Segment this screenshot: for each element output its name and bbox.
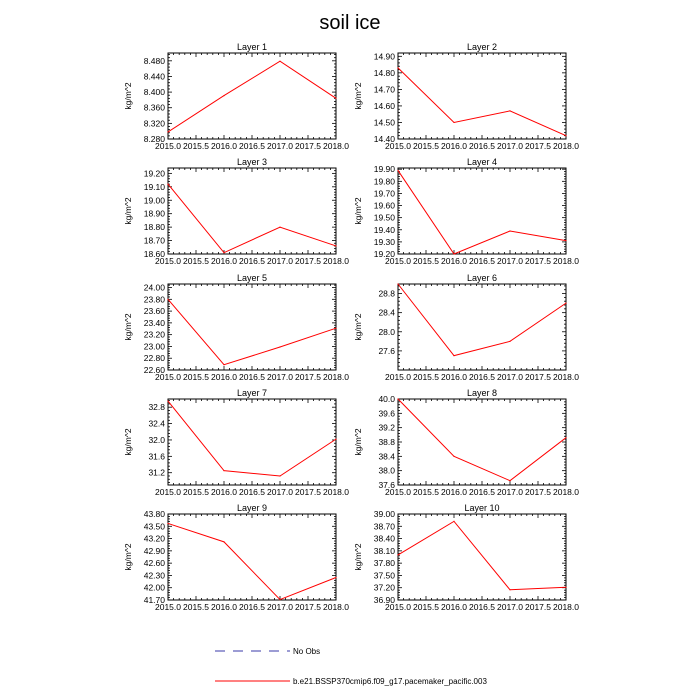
y-tick-label: 38.4	[378, 451, 395, 462]
data-point	[167, 400, 168, 401]
panel-title: Layer 1	[236, 42, 268, 52]
x-tick-label: 2018.0	[553, 372, 579, 382]
series-line-layer-7	[168, 401, 336, 476]
data-point	[335, 439, 336, 440]
x-tick-label: 2016.0	[211, 141, 237, 151]
panel-layer-8	[353, 388, 579, 497]
y-tick-label: 23.80	[143, 294, 165, 305]
data-point	[167, 131, 168, 132]
y-tick-label: 28.0	[378, 326, 395, 337]
data-point	[509, 589, 510, 590]
y-tick-label: 8.440	[143, 71, 165, 82]
panel-layer-6	[353, 273, 579, 382]
x-tick-label: 2017.0	[497, 372, 523, 382]
x-tick-label: 2015.5	[413, 372, 439, 382]
x-tick-label: 2015.0	[155, 141, 181, 151]
y-tick-label: 27.6	[378, 345, 395, 356]
panel-layer-7	[123, 388, 349, 497]
y-tick-label: 40.0	[378, 394, 395, 404]
x-tick-label: 2016.0	[211, 256, 237, 266]
panel-title: Layer 7	[236, 388, 268, 398]
x-tick-label: 2018.0	[553, 141, 579, 151]
x-tick-label: 2016.5	[469, 487, 495, 497]
y-tick-label: 14.60	[373, 100, 395, 111]
x-tick-label: 2017.0	[497, 602, 523, 612]
x-tick-label: 2018.0	[553, 487, 579, 497]
x-tick-label: 2016.0	[211, 372, 237, 382]
x-tick-label: 2016.5	[469, 141, 495, 151]
data-point	[509, 230, 510, 231]
data-point	[453, 253, 454, 254]
x-tick-label: 2017.0	[497, 487, 523, 497]
x-tick-label: 2016.0	[441, 256, 467, 266]
y-tick-label: 31.6	[148, 451, 165, 462]
plot-frame	[398, 168, 566, 254]
x-tick-label: 2015.5	[183, 256, 209, 266]
x-tick-label: 2016.5	[469, 602, 495, 612]
legend-no-obs-label: No Obs	[293, 647, 321, 656]
x-tick-label: 2015.0	[385, 487, 411, 497]
x-tick-label: 2018.0	[553, 602, 579, 612]
data-point	[453, 456, 454, 457]
plot-frame	[398, 399, 566, 485]
y-axis-label: kg/m^2	[353, 428, 363, 456]
series-line-layer-8	[398, 399, 566, 481]
y-tick-label: 14.50	[373, 117, 395, 128]
y-axis-label: kg/m^2	[123, 82, 133, 110]
y-tick-label: 28.4	[378, 307, 395, 318]
series-line-layer-9	[168, 523, 336, 599]
y-tick-label: 37.80	[373, 558, 395, 569]
data-point	[223, 541, 224, 542]
x-tick-label: 2017.5	[525, 141, 551, 151]
x-tick-label: 2016.5	[469, 372, 495, 382]
y-tick-label: 19.10	[143, 181, 165, 192]
data-point	[565, 303, 566, 304]
y-tick-label: 19.30	[373, 236, 395, 247]
series-line-layer-1	[168, 61, 336, 132]
y-tick-label: 8.320	[143, 118, 165, 129]
x-tick-label: 2015.0	[385, 256, 411, 266]
plot-frame	[168, 399, 336, 485]
y-tick-label: 14.70	[373, 84, 395, 95]
data-point	[335, 98, 336, 99]
x-tick-label: 2015.0	[155, 487, 181, 497]
y-tick-label: 41.70	[143, 595, 165, 605]
y-tick-label: 42.60	[143, 558, 165, 569]
y-tick-label: 38.10	[373, 545, 395, 556]
plot-frame	[398, 284, 566, 370]
y-axis-label: kg/m^2	[123, 313, 133, 341]
data-point	[279, 475, 280, 476]
y-tick-label: 36.90	[373, 595, 395, 605]
y-tick-label: 19.40	[373, 224, 395, 235]
y-tick-label: 28.8	[378, 288, 395, 299]
data-point	[335, 328, 336, 329]
data-point	[223, 470, 224, 471]
plot-frame	[168, 284, 336, 370]
x-tick-label: 2017.5	[525, 602, 551, 612]
y-tick-label: 18.90	[143, 208, 165, 219]
panel-title: Layer 2	[466, 42, 498, 52]
data-point	[279, 61, 280, 62]
data-point	[223, 364, 224, 365]
x-tick-label: 2017.0	[267, 372, 293, 382]
y-tick-label: 18.70	[143, 235, 165, 246]
y-tick-label: 18.80	[143, 222, 165, 233]
x-tick-label: 2017.5	[525, 372, 551, 382]
series-line-layer-6	[398, 284, 566, 356]
figure-title: soil ice	[319, 12, 381, 34]
x-tick-label: 2015.0	[155, 602, 181, 612]
y-tick-label: 43.80	[143, 509, 165, 519]
y-tick-label: 32.0	[148, 434, 165, 445]
panel-title: Layer 10	[464, 503, 500, 513]
x-tick-label: 2015.5	[413, 487, 439, 497]
y-tick-label: 8.360	[143, 102, 165, 113]
x-tick-label: 2015.5	[413, 256, 439, 266]
panel-title: Layer 4	[466, 157, 498, 167]
x-tick-label: 2017.5	[295, 141, 321, 151]
x-tick-label: 2018.0	[323, 141, 349, 151]
x-tick-label: 2018.0	[323, 602, 349, 612]
data-point	[223, 252, 224, 253]
series-line-layer-10	[398, 521, 566, 589]
x-tick-label: 2018.0	[323, 487, 349, 497]
data-point	[167, 523, 168, 524]
y-tick-label: 38.40	[373, 533, 395, 544]
y-tick-label: 42.30	[143, 570, 165, 581]
y-tick-label: 31.2	[148, 467, 165, 478]
data-point	[453, 355, 454, 356]
x-tick-label: 2016.5	[239, 256, 265, 266]
y-axis-label: kg/m^2	[353, 543, 363, 571]
x-tick-label: 2017.0	[497, 141, 523, 151]
x-tick-label: 2015.5	[183, 372, 209, 382]
y-tick-label: 43.20	[143, 533, 165, 544]
x-tick-label: 2017.5	[295, 602, 321, 612]
x-tick-label: 2016.5	[239, 602, 265, 612]
y-tick-label: 24.00	[143, 282, 165, 293]
x-tick-label: 2017.0	[267, 141, 293, 151]
panel-title: Layer 6	[466, 273, 498, 283]
plot-frame	[398, 514, 566, 600]
data-point	[509, 480, 510, 481]
x-tick-label: 2018.0	[323, 372, 349, 382]
x-tick-label: 2015.0	[155, 256, 181, 266]
y-tick-label: 8.400	[143, 87, 165, 98]
panel-layer-2	[353, 42, 579, 151]
panel-layer-5	[123, 273, 349, 382]
y-tick-label: 8.480	[143, 55, 165, 66]
x-tick-label: 2016.0	[441, 487, 467, 497]
series-line-layer-2	[398, 68, 566, 136]
x-tick-label: 2017.5	[295, 372, 321, 382]
data-point	[453, 521, 454, 522]
y-tick-label: 19.60	[373, 200, 395, 211]
series-line-layer-4	[398, 170, 566, 254]
x-tick-label: 2015.0	[155, 372, 181, 382]
y-tick-label: 23.00	[143, 341, 165, 352]
x-tick-label: 2017.0	[497, 256, 523, 266]
x-tick-label: 2015.0	[385, 372, 411, 382]
plot-frame	[168, 168, 336, 254]
data-point	[279, 346, 280, 347]
data-point	[509, 341, 510, 342]
panel-layer-3	[123, 157, 349, 266]
x-tick-label: 2017.0	[267, 602, 293, 612]
y-tick-label: 32.4	[148, 418, 165, 429]
y-tick-label: 42.00	[143, 582, 165, 593]
y-axis-label: kg/m^2	[123, 428, 133, 456]
x-tick-label: 2015.5	[413, 141, 439, 151]
x-tick-label: 2016.5	[469, 256, 495, 266]
legend-series-label: b.e21.BSSP370cmip6.f09_g17.pacemaker_pacific.003	[293, 677, 487, 686]
y-axis-label: kg/m^2	[123, 543, 133, 571]
y-tick-label: 39.6	[378, 408, 395, 419]
data-point	[279, 227, 280, 228]
data-point	[335, 577, 336, 578]
plot-frame	[398, 53, 566, 139]
x-tick-label: 2016.0	[211, 487, 237, 497]
x-tick-label: 2016.5	[239, 372, 265, 382]
data-point	[223, 95, 224, 96]
x-tick-label: 2015.5	[183, 602, 209, 612]
x-tick-label: 2016.5	[239, 141, 265, 151]
y-tick-label: 23.20	[143, 329, 165, 340]
x-tick-label: 2016.0	[211, 602, 237, 612]
x-tick-label: 2016.0	[441, 372, 467, 382]
y-tick-label: 38.70	[373, 521, 395, 532]
panel-layer-10	[353, 503, 579, 612]
data-point	[279, 599, 280, 600]
y-tick-label: 14.80	[373, 67, 395, 78]
x-tick-label: 2017.5	[525, 487, 551, 497]
x-tick-label: 2015.5	[183, 487, 209, 497]
x-tick-label: 2015.0	[385, 602, 411, 612]
data-point	[565, 437, 566, 438]
data-point	[453, 122, 454, 123]
x-tick-label: 2015.5	[183, 141, 209, 151]
x-tick-label: 2018.0	[553, 256, 579, 266]
data-point	[397, 283, 398, 284]
x-tick-label: 2017.5	[525, 256, 551, 266]
x-tick-label: 2016.5	[239, 487, 265, 497]
y-tick-label: 39.2	[378, 422, 395, 433]
y-tick-label: 8.280	[143, 134, 165, 144]
y-tick-label: 19.70	[373, 188, 395, 199]
y-axis-label: kg/m^2	[353, 82, 363, 110]
x-tick-label: 2017.5	[295, 256, 321, 266]
y-tick-label: 32.8	[148, 402, 165, 413]
y-tick-label: 38.0	[378, 465, 395, 476]
data-point	[565, 587, 566, 588]
y-tick-label: 37.6	[378, 480, 395, 490]
y-tick-label: 37.50	[373, 570, 395, 581]
data-point	[509, 110, 510, 111]
y-tick-label: 38.8	[378, 437, 395, 447]
panel-layer-1	[123, 42, 349, 151]
y-tick-label: 19.20	[373, 249, 395, 259]
data-point	[335, 245, 336, 246]
x-tick-label: 2017.0	[267, 487, 293, 497]
y-tick-label: 43.50	[143, 521, 165, 532]
x-tick-label: 2016.0	[441, 602, 467, 612]
panel-layer-9	[123, 503, 349, 612]
y-axis-label: kg/m^2	[353, 313, 363, 341]
y-tick-label: 19.90	[373, 164, 395, 175]
y-tick-label: 42.90	[143, 545, 165, 556]
panel-layer-4	[353, 157, 579, 266]
series-line-layer-5	[168, 299, 336, 364]
legend	[215, 647, 487, 686]
y-tick-label: 19.20	[143, 168, 165, 179]
data-point	[167, 184, 168, 185]
plot-frame	[168, 53, 336, 139]
x-tick-label: 2017.5	[295, 487, 321, 497]
data-point	[397, 170, 398, 171]
panel-title: Layer 9	[236, 503, 268, 513]
y-tick-label: 18.60	[143, 249, 165, 259]
panel-title: Layer 8	[466, 388, 498, 398]
x-tick-label: 2017.0	[267, 256, 293, 266]
y-tick-label: 19.80	[373, 176, 395, 187]
y-tick-label: 14.40	[373, 134, 395, 144]
y-axis-label: kg/m^2	[353, 197, 363, 225]
data-point	[397, 67, 398, 68]
x-tick-label: 2015.0	[385, 141, 411, 151]
y-tick-label: 22.60	[143, 365, 165, 375]
panels	[123, 42, 579, 612]
y-tick-label: 23.40	[143, 317, 165, 328]
x-tick-label: 2015.5	[413, 602, 439, 612]
y-tick-label: 19.50	[373, 212, 395, 223]
data-point	[565, 135, 566, 136]
y-tick-label: 23.60	[143, 306, 165, 317]
data-point	[167, 299, 168, 300]
y-tick-label: 14.90	[373, 51, 395, 62]
panel-title: Layer 3	[236, 157, 268, 167]
x-tick-label: 2018.0	[323, 256, 349, 266]
y-tick-label: 19.00	[143, 195, 165, 206]
panel-title: Layer 5	[236, 273, 268, 283]
data-point	[397, 398, 398, 399]
data-point	[565, 240, 566, 241]
y-axis-label: kg/m^2	[123, 197, 133, 225]
x-tick-label: 2016.0	[441, 141, 467, 151]
data-point	[397, 554, 398, 555]
y-tick-label: 37.20	[373, 582, 395, 593]
y-tick-label: 39.00	[373, 509, 395, 519]
y-tick-label: 22.80	[143, 353, 165, 364]
series-line-layer-3	[168, 184, 336, 253]
